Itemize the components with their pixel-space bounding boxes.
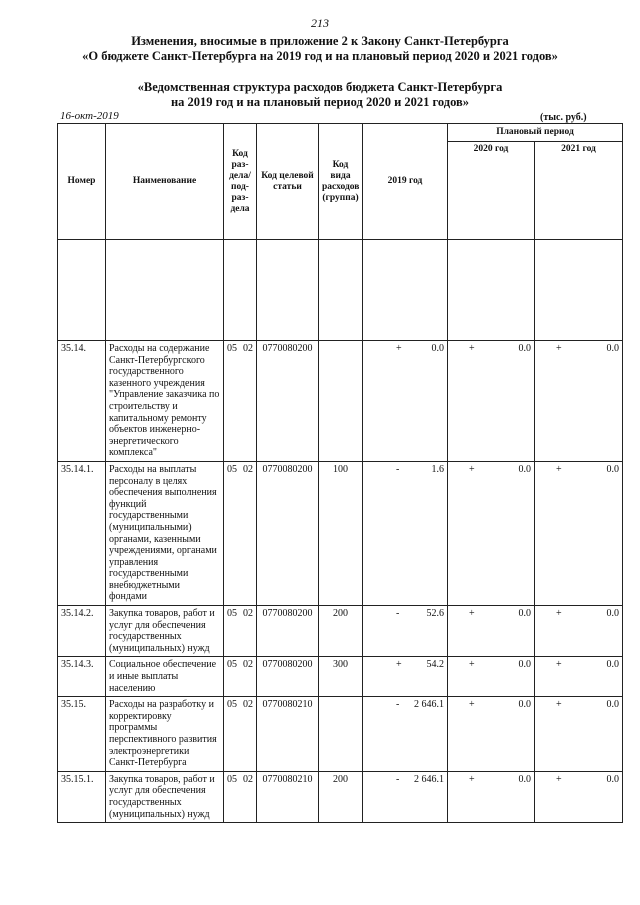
table-row <box>58 771 623 822</box>
row-section-code <box>224 657 257 697</box>
row-name: Расходы на выплаты персоналу в целях обеспечения выполнения функций государственными (муниципальными) органами, казенными учреждениями, органами управления государственными внебюджетными фондами <box>106 461 224 605</box>
table-row <box>58 341 623 462</box>
row-sign-2021: + <box>556 608 562 620</box>
row-target-code: 0770080210 <box>257 697 319 772</box>
col-header-number: Номер <box>58 124 106 240</box>
row-sign-2019: - <box>396 773 400 785</box>
row-section-code <box>224 771 257 822</box>
row-section: 05 <box>227 699 237 711</box>
row-target-code: 0770080200 <box>257 606 319 657</box>
row-name: Расходы на содержание Санкт-Петербургского государственного казенного учреждения "Управление заказчика по строительству и капитальному ремонту объектов инженерно-энергетического комплекса" <box>106 341 224 462</box>
units-label: (тыс. руб.) <box>540 112 587 123</box>
document-subheading <box>0 80 640 110</box>
row-sign-2019: + <box>396 659 402 671</box>
row-number: 35.14. <box>58 341 106 462</box>
row-section-code <box>224 697 257 772</box>
row-amount-2021 <box>535 657 623 697</box>
col-header-name: Наименование <box>106 124 224 240</box>
row-number: 35.15.1. <box>58 771 106 822</box>
row-value-2020: 0.0 <box>518 699 531 711</box>
row-value-2021: 0.0 <box>606 463 619 475</box>
col-header-target: Код целевой статьи <box>257 124 319 240</box>
row-value-2019: 2 646.1 <box>414 699 444 711</box>
row-sign-2021: + <box>556 463 562 475</box>
row-expense-code: 200 <box>319 606 363 657</box>
row-amount-2020 <box>448 341 535 462</box>
row-sign-2020: + <box>469 463 475 475</box>
row-value-2020: 0.0 <box>518 463 531 475</box>
heading-line-1: Изменения, вносимые в приложение 2 к Закону Санкт-Петербурга <box>131 34 509 48</box>
row-section: 05 <box>227 773 237 785</box>
table-row <box>58 697 623 772</box>
row-number: 35.14.3. <box>58 657 106 697</box>
row-value-2020: 0.0 <box>518 773 531 785</box>
row-expense-code <box>319 341 363 462</box>
row-expense-code: 300 <box>319 657 363 697</box>
row-value-2019: 2 646.1 <box>414 773 444 785</box>
document-date: 16-окт-2019 <box>60 110 119 122</box>
row-value-2021: 0.0 <box>606 773 619 785</box>
row-section: 05 <box>227 659 237 671</box>
row-sign-2021: + <box>556 773 562 785</box>
row-expense-code <box>319 697 363 772</box>
row-subsection: 02 <box>243 773 253 785</box>
row-subsection: 02 <box>243 659 253 671</box>
row-value-2021: 0.0 <box>606 608 619 620</box>
row-value-2020: 0.0 <box>518 343 531 354</box>
row-subsection: 02 <box>243 699 253 711</box>
row-number: 35.15. <box>58 697 106 772</box>
col-header-2021: 2021 год <box>535 142 623 240</box>
col-header-expense: Код вида расходов (группа) <box>319 124 363 240</box>
row-number: 35.14.1. <box>58 461 106 605</box>
row-amount-2021 <box>535 771 623 822</box>
row-expense-code: 100 <box>319 461 363 605</box>
row-section: 05 <box>227 343 237 354</box>
row-section-code <box>224 606 257 657</box>
row-sign-2021: + <box>556 659 562 671</box>
table-row <box>58 657 623 697</box>
row-name: Социальное обеспечение и иные выплаты населению <box>106 657 224 697</box>
row-amount-2019 <box>363 341 448 462</box>
row-value-2019: 1.6 <box>431 463 444 475</box>
row-value-2019: 54.2 <box>426 659 444 671</box>
row-sign-2019: - <box>396 608 400 620</box>
row-amount-2021 <box>535 606 623 657</box>
subheading-line-2: на 2019 год и на плановый период 2020 и 2021 годов» <box>170 95 470 109</box>
row-value-2019: 52.6 <box>426 608 444 620</box>
row-section-code <box>224 461 257 605</box>
row-sign-2019: + <box>396 343 402 354</box>
row-target-code: 0770080200 <box>257 461 319 605</box>
row-amount-2021 <box>535 341 623 462</box>
subheading-line-1: «Ведомственная структура расходов бюджета Санкт-Петербурга <box>137 80 503 94</box>
row-expense-code: 200 <box>319 771 363 822</box>
row-amount-2020 <box>448 771 535 822</box>
row-value-2020: 0.0 <box>518 659 531 671</box>
col-header-plan-period: Плановый период <box>448 124 623 142</box>
row-target-code: 0770080210 <box>257 771 319 822</box>
row-amount-2020 <box>448 606 535 657</box>
row-section: 05 <box>227 463 237 475</box>
row-target-code: 0770080200 <box>257 341 319 462</box>
row-section: 05 <box>227 608 237 620</box>
row-amount-2020 <box>448 461 535 605</box>
row-sign-2019: - <box>396 699 400 711</box>
budget-table <box>57 123 623 823</box>
document-heading <box>0 34 640 64</box>
row-subsection: 02 <box>243 343 253 354</box>
row-section-code <box>224 341 257 462</box>
row-sign-2019: - <box>396 463 400 475</box>
row-sign-2020: + <box>469 773 475 785</box>
row-sign-2020: + <box>469 343 475 354</box>
row-value-2020: 0.0 <box>518 608 531 620</box>
row-subsection: 02 <box>243 608 253 620</box>
table-header-row <box>58 124 623 142</box>
row-value-2021: 0.0 <box>606 343 619 354</box>
row-sign-2021: + <box>556 699 562 711</box>
row-sign-2020: + <box>469 659 475 671</box>
heading-line-2: «О бюджете Санкт-Петербурга на 2019 год и на плановый период 2020 и 2021 годов» <box>82 49 558 63</box>
row-name: Расходы на разработку и корректировку программы перспективного развития электроэнергетики Санкт-Петербурга <box>106 697 224 772</box>
row-amount-2019 <box>363 771 448 822</box>
row-value-2021: 0.0 <box>606 699 619 711</box>
row-sign-2020: + <box>469 699 475 711</box>
col-header-2020: 2020 год <box>448 142 535 240</box>
row-amount-2019 <box>363 606 448 657</box>
row-amount-2019 <box>363 697 448 772</box>
row-amount-2020 <box>448 657 535 697</box>
row-name: Закупка товаров, работ и услуг для обеспечения государственных (муниципальных) нужд <box>106 771 224 822</box>
col-header-section: Код раз-дела/ под-раз-дела <box>224 124 257 240</box>
row-value-2019: 0.0 <box>431 343 444 354</box>
row-amount-2021 <box>535 461 623 605</box>
row-sign-2021: + <box>556 343 562 354</box>
row-sign-2020: + <box>469 608 475 620</box>
spacer-row <box>58 240 623 341</box>
row-amount-2021 <box>535 697 623 772</box>
row-subsection: 02 <box>243 463 253 475</box>
row-target-code: 0770080200 <box>257 657 319 697</box>
page-number: 213 <box>311 16 329 30</box>
table-row <box>58 461 623 605</box>
col-header-2019: 2019 год <box>363 124 448 240</box>
row-amount-2020 <box>448 697 535 772</box>
row-name: Закупка товаров, работ и услуг для обеспечения государственных (муниципальных) нужд <box>106 606 224 657</box>
row-number: 35.14.2. <box>58 606 106 657</box>
table-row <box>58 606 623 657</box>
row-value-2021: 0.0 <box>606 659 619 671</box>
row-amount-2019 <box>363 461 448 605</box>
row-amount-2019 <box>363 657 448 697</box>
